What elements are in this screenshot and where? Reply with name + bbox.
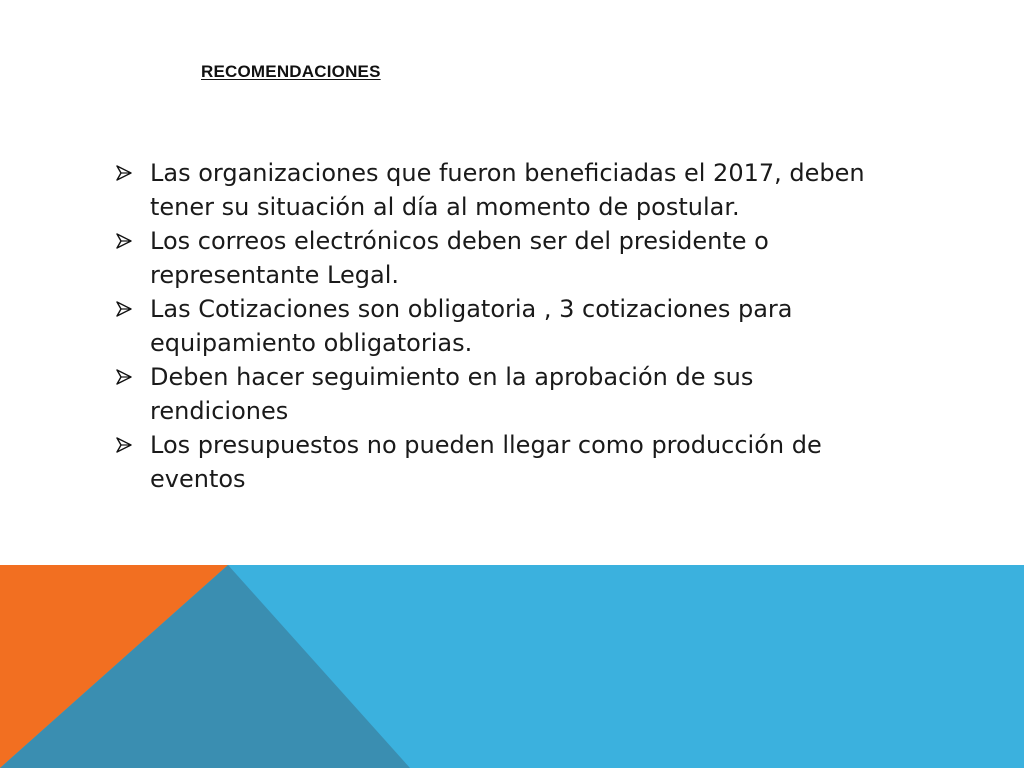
bullet-text: Las Cotizaciones son obligatoria , 3 cotizaciones para equipamiento obligatorias. — [150, 295, 793, 357]
bullet-item — [115, 428, 875, 496]
decorative-bottom-band — [0, 565, 1024, 768]
arrowhead-bullet-icon — [115, 428, 135, 462]
bullet-list — [115, 156, 875, 496]
bullet-item — [115, 224, 875, 292]
bullet-item — [115, 292, 875, 360]
bullet-text: Deben hacer seguimiento en la aprobación de sus rendiciones — [150, 363, 754, 425]
bullet-text: Las organizaciones que fueron beneficiadas el 2017, deben tener su situación al día al momento de postular. — [150, 159, 865, 221]
bullet-item — [115, 156, 875, 224]
bullet-item — [115, 360, 875, 428]
arrowhead-bullet-icon — [115, 292, 135, 326]
arrowhead-bullet-icon — [115, 224, 135, 258]
slide-title: RECOMENDACIONES — [201, 62, 381, 81]
bullet-text: Los correos electrónicos deben ser del presidente o representante Legal. — [150, 227, 769, 289]
arrowhead-bullet-icon — [115, 360, 135, 394]
bullet-text: Los presupuestos no pueden llegar como producción de eventos — [150, 431, 822, 493]
arrowhead-bullet-icon — [115, 156, 135, 190]
